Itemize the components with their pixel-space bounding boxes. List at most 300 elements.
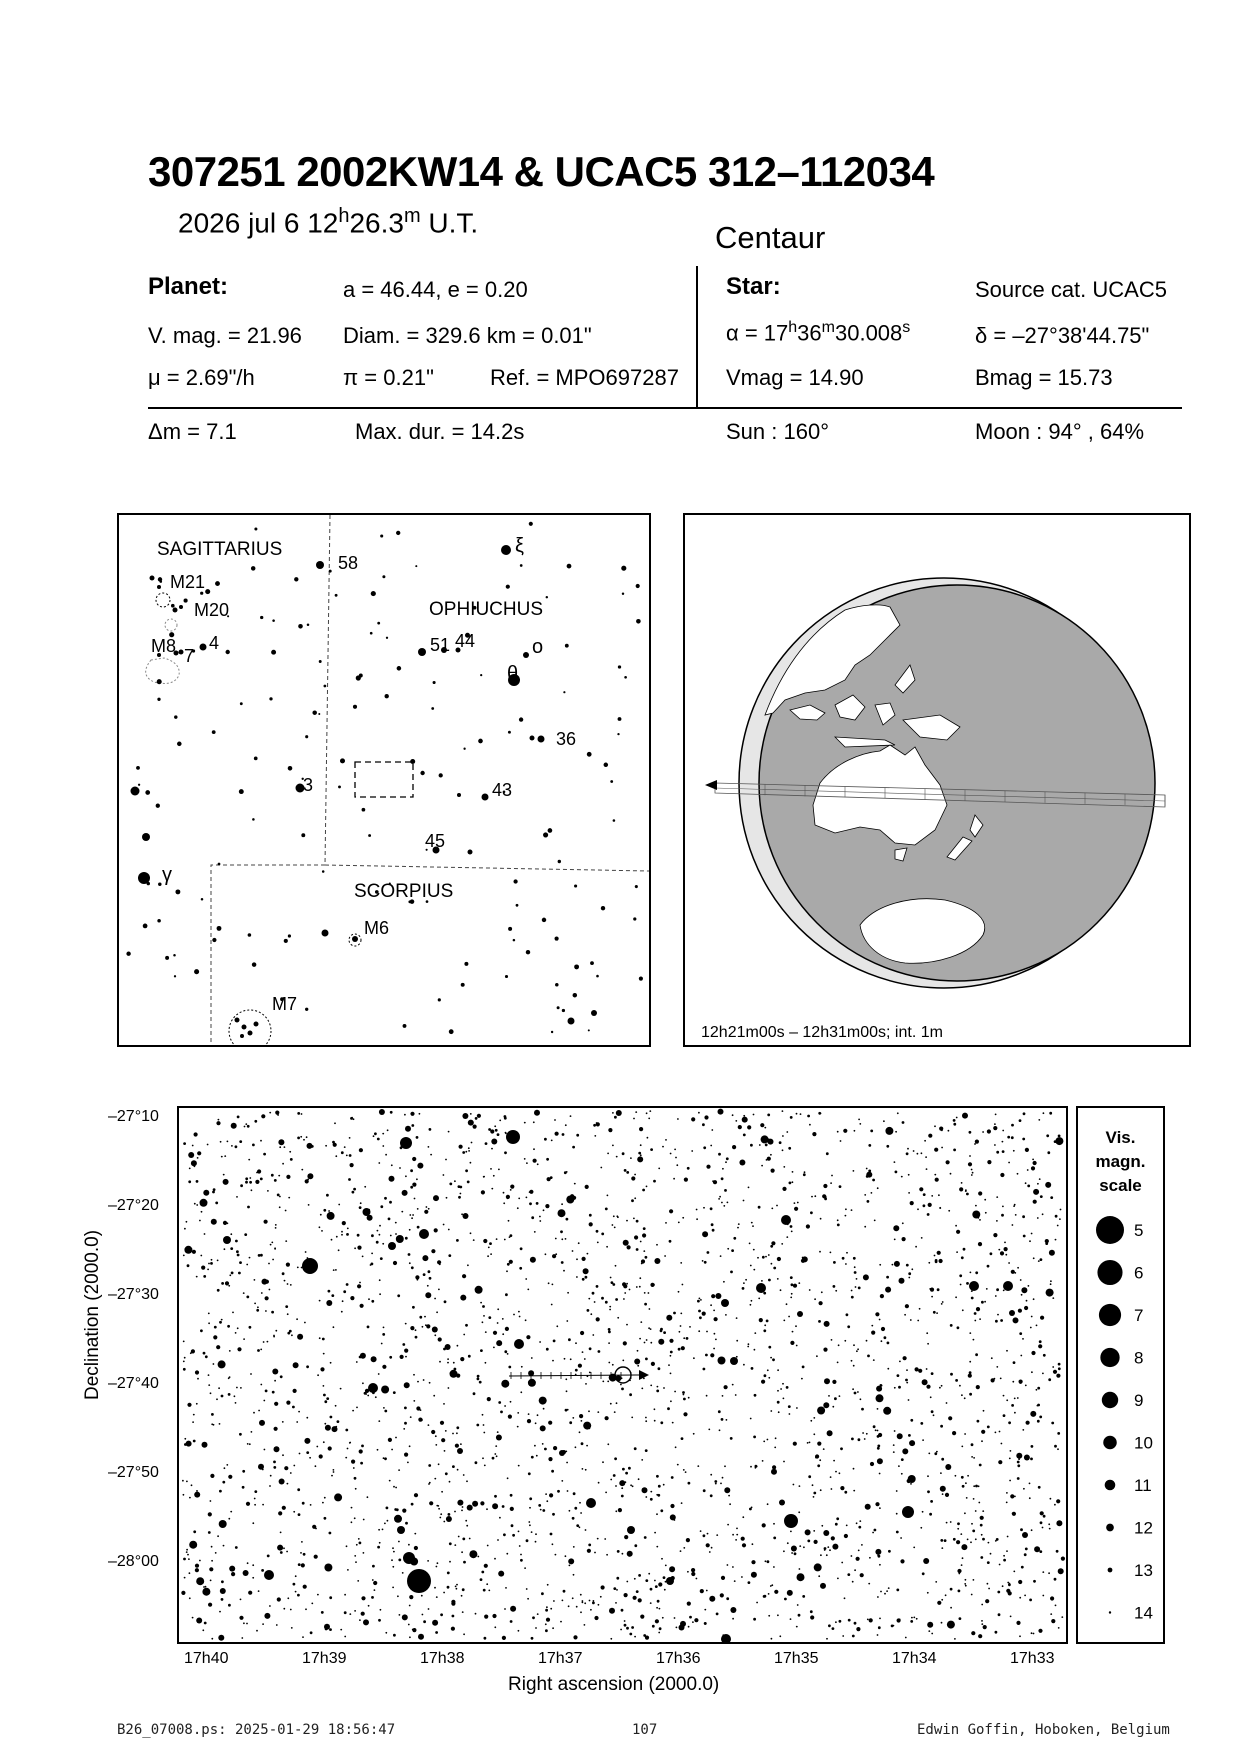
field-star <box>470 1232 472 1234</box>
field-star <box>1010 1450 1012 1452</box>
field-star <box>447 1572 450 1575</box>
field-star <box>616 1402 618 1404</box>
field-star <box>817 1464 820 1467</box>
field-star <box>973 1485 975 1487</box>
field-star <box>990 1252 993 1255</box>
field-star <box>866 1433 868 1435</box>
field-star <box>477 1114 481 1118</box>
field-star <box>696 1218 698 1220</box>
label-44: 44 <box>455 631 476 651</box>
finder-star <box>551 1031 553 1033</box>
field-star <box>854 1569 856 1571</box>
field-star <box>872 1179 875 1182</box>
field-star <box>1054 1445 1057 1448</box>
field-star <box>491 1188 493 1190</box>
field-star <box>967 1475 969 1477</box>
field-star <box>470 1551 473 1554</box>
field-star <box>377 1138 380 1141</box>
field-star <box>215 1202 218 1205</box>
field-star <box>722 1595 724 1597</box>
field-star <box>612 1224 614 1226</box>
field-star <box>211 1219 217 1225</box>
field-star <box>1038 1629 1042 1633</box>
field-star <box>971 1290 973 1292</box>
field-star <box>946 1522 948 1524</box>
field-star <box>551 1140 553 1142</box>
finder-star <box>142 833 150 841</box>
field-star <box>513 1314 515 1316</box>
field-star <box>656 1390 659 1393</box>
finder-star <box>171 604 175 608</box>
field-star <box>950 1173 952 1175</box>
field-star <box>208 1384 210 1386</box>
field-star <box>935 1581 937 1583</box>
field-star <box>1049 1528 1051 1530</box>
field-star <box>687 1167 690 1170</box>
field-star <box>398 1469 400 1471</box>
field-star <box>520 1554 522 1556</box>
field-star <box>820 1113 822 1115</box>
field-star <box>454 1368 457 1371</box>
field-star <box>871 1192 873 1194</box>
field-star <box>1003 1281 1013 1291</box>
field-star <box>821 1291 823 1293</box>
field-star <box>798 1511 800 1513</box>
field-star <box>622 1152 625 1155</box>
field-star <box>715 1339 717 1341</box>
field-star <box>809 1289 811 1291</box>
field-star <box>788 1405 791 1408</box>
field-star <box>286 1263 290 1267</box>
field-star <box>545 1629 548 1632</box>
field-star <box>461 1213 463 1215</box>
field-star <box>641 1388 643 1390</box>
field-star <box>645 1417 647 1419</box>
field-star <box>361 1612 365 1616</box>
field-star <box>402 1614 408 1620</box>
field-star <box>787 1590 793 1596</box>
legend-mag-label: 5 <box>1134 1221 1144 1240</box>
field-star <box>964 1583 966 1585</box>
field-star <box>526 1588 528 1590</box>
field-star <box>486 1508 488 1510</box>
field-star <box>708 1429 710 1431</box>
field-star <box>461 1510 463 1512</box>
field-star <box>881 1340 883 1342</box>
field-star <box>609 1306 611 1308</box>
field-star <box>232 1312 234 1314</box>
field-star <box>189 1168 191 1170</box>
field-star <box>260 1140 262 1142</box>
field-star <box>853 1468 855 1470</box>
field-star <box>881 1327 885 1331</box>
field-star <box>729 1503 731 1505</box>
field-star <box>434 1478 436 1480</box>
field-star <box>499 1120 501 1122</box>
field-star <box>192 1617 194 1619</box>
finder-star <box>621 566 626 571</box>
field-star <box>507 1197 509 1199</box>
field-star <box>879 1264 881 1266</box>
field-star <box>324 1400 327 1403</box>
field-star <box>616 1110 622 1116</box>
field-star <box>195 1564 199 1568</box>
field-star <box>770 1245 773 1248</box>
field-star <box>920 1527 922 1529</box>
field-star <box>546 1158 549 1161</box>
field-star <box>623 1298 625 1300</box>
finder-star <box>482 794 489 801</box>
finder-star <box>505 975 508 978</box>
field-star <box>242 1470 245 1473</box>
finder-star <box>248 1031 253 1036</box>
field-star <box>980 1556 983 1559</box>
field-star <box>537 1613 539 1615</box>
field-star <box>634 1447 637 1450</box>
field-star <box>463 1474 465 1476</box>
field-star <box>870 1130 873 1133</box>
field-star <box>941 1599 943 1601</box>
field-star <box>290 1284 292 1286</box>
field-star <box>817 1407 825 1415</box>
field-star <box>873 1425 876 1428</box>
field-star <box>382 1529 384 1531</box>
field-star <box>768 1593 770 1595</box>
field-star <box>587 1253 589 1255</box>
field-star <box>635 1111 637 1113</box>
field-star <box>629 1393 632 1396</box>
field-star <box>722 1477 724 1479</box>
field-star <box>797 1573 805 1581</box>
field-star <box>1003 1395 1005 1397</box>
field-star <box>425 1324 427 1326</box>
field-star <box>197 1151 201 1155</box>
field-star <box>629 1633 632 1636</box>
field-star <box>605 1416 609 1420</box>
field-star <box>1017 1267 1019 1269</box>
star-vmag: Vmag = 14.90 <box>726 365 864 390</box>
magnitude-legend <box>1076 1106 1165 1644</box>
field-star <box>186 1481 188 1483</box>
field-star <box>448 1131 450 1133</box>
field-star <box>960 1284 962 1286</box>
field-star <box>496 1455 498 1457</box>
field-star <box>971 1174 973 1176</box>
field-star <box>529 1497 532 1500</box>
field-star <box>226 1464 228 1466</box>
field-star <box>205 1586 207 1588</box>
field-star <box>662 1146 664 1148</box>
field-star <box>683 1412 687 1416</box>
label-7: 7 <box>184 646 195 666</box>
field-star <box>223 1179 229 1185</box>
field-star <box>475 1117 478 1120</box>
field-star <box>774 1590 778 1594</box>
field-star <box>784 1514 798 1528</box>
field-star <box>471 1142 473 1144</box>
field-star <box>936 1451 938 1453</box>
field-star <box>524 1567 526 1569</box>
field-star <box>221 1282 224 1285</box>
field-star <box>722 1634 724 1636</box>
field-star <box>196 1276 198 1278</box>
field-star <box>462 1538 465 1541</box>
finder-star <box>301 833 305 837</box>
field-star <box>872 1532 874 1534</box>
field-star <box>750 1304 752 1306</box>
field-star <box>447 1358 449 1360</box>
field-star <box>768 1615 770 1617</box>
field-star <box>1033 1298 1035 1300</box>
field-star <box>187 1264 190 1267</box>
field-star <box>972 1172 974 1174</box>
field-star <box>243 1292 245 1294</box>
field-star <box>793 1284 797 1288</box>
field-star <box>448 1254 451 1257</box>
finder-star <box>352 936 358 942</box>
field-star <box>184 1357 186 1359</box>
star-ra: $\alpha = 17^h36^m30.008^s$ <box>726 319 911 346</box>
field-star <box>679 1331 681 1333</box>
field-star <box>1052 1297 1054 1299</box>
field-star <box>776 1205 778 1207</box>
field-star <box>851 1360 853 1362</box>
field-star <box>937 1601 941 1605</box>
field-star <box>212 1191 215 1194</box>
field-star <box>363 1619 369 1625</box>
field-star <box>249 1443 251 1445</box>
field-star <box>593 1124 596 1127</box>
field-star <box>682 1391 685 1394</box>
field-star <box>910 1419 913 1422</box>
field-star <box>806 1224 810 1228</box>
field-star <box>718 1410 721 1413</box>
field-star <box>795 1325 797 1327</box>
field-star <box>560 1230 563 1233</box>
field-star <box>845 1215 847 1217</box>
field-star <box>995 1295 997 1297</box>
field-star <box>1017 1173 1019 1175</box>
field-star <box>414 1198 416 1200</box>
field-star <box>895 1171 898 1174</box>
field-star <box>410 1326 414 1330</box>
field-star <box>639 1277 641 1279</box>
field-star <box>413 1400 415 1402</box>
field-star <box>615 1602 617 1604</box>
label-m21: M21 <box>170 572 206 592</box>
field-star <box>460 1295 466 1301</box>
field-star <box>761 1380 765 1384</box>
field-star <box>381 1386 389 1394</box>
field-star <box>326 1300 332 1306</box>
legend-mag-label: 8 <box>1134 1348 1144 1368</box>
star-chart <box>179 1108 1066 1642</box>
finder-star <box>157 919 161 923</box>
field-star <box>879 1618 881 1620</box>
finder-star <box>157 698 160 701</box>
field-star <box>231 1572 235 1576</box>
field-star <box>715 1483 717 1485</box>
field-star <box>506 1130 520 1144</box>
field-star <box>681 1346 685 1350</box>
field-star <box>793 1484 795 1486</box>
field-star <box>343 1290 346 1293</box>
field-star <box>335 1405 337 1407</box>
field-star <box>679 1625 685 1631</box>
field-star <box>623 1341 627 1345</box>
field-star <box>983 1410 985 1412</box>
field-star <box>927 1592 929 1594</box>
label-ophiuchus: OPHIUCHUS <box>429 599 544 620</box>
field-star <box>877 1458 883 1464</box>
field-star <box>286 1551 288 1553</box>
field-star <box>391 1164 393 1166</box>
field-star <box>254 1498 256 1500</box>
field-star <box>360 1462 363 1465</box>
field-star <box>620 1384 622 1386</box>
field-star <box>196 1490 198 1492</box>
field-star <box>243 1338 245 1340</box>
field-star <box>539 1397 547 1405</box>
field-star <box>999 1564 1001 1566</box>
field-star <box>754 1349 756 1351</box>
field-star <box>853 1257 856 1260</box>
field-star <box>316 1446 318 1448</box>
field-star <box>917 1153 919 1155</box>
field-star <box>293 1389 297 1393</box>
field-star <box>839 1620 842 1623</box>
field-star <box>356 1407 358 1409</box>
field-star <box>790 1618 792 1620</box>
field-star <box>856 1350 858 1352</box>
field-star <box>546 1500 548 1502</box>
field-star <box>333 1471 335 1473</box>
field-star <box>482 1414 484 1416</box>
field-star <box>975 1538 977 1540</box>
field-star <box>480 1302 482 1304</box>
field-star <box>461 1595 463 1597</box>
field-star <box>301 1113 303 1115</box>
field-star <box>820 1554 822 1556</box>
star-bmag: Bmag = 15.73 <box>975 365 1113 390</box>
finder-star <box>610 780 613 783</box>
finder-star <box>573 993 578 998</box>
field-star <box>928 1630 930 1632</box>
field-star <box>184 1228 186 1230</box>
field-star <box>460 1193 462 1195</box>
field-star <box>183 1255 185 1257</box>
field-star <box>819 1459 821 1461</box>
field-star <box>333 1143 337 1147</box>
field-star <box>436 1311 438 1313</box>
field-star <box>368 1298 370 1300</box>
field-star <box>1024 1306 1028 1310</box>
field-star <box>993 1233 997 1237</box>
field-star <box>576 1276 578 1278</box>
field-star <box>745 1279 747 1281</box>
field-star <box>956 1251 958 1253</box>
field-star <box>917 1208 919 1210</box>
field-star <box>449 1183 452 1186</box>
field-star <box>423 1620 426 1623</box>
field-star <box>263 1341 265 1343</box>
field-star <box>905 1379 908 1382</box>
field-star <box>768 1254 770 1256</box>
field-star <box>193 1414 195 1416</box>
field-star <box>796 1626 798 1628</box>
field-star <box>1042 1595 1044 1597</box>
field-star <box>192 1421 194 1423</box>
field-star <box>531 1531 533 1533</box>
field-star <box>919 1187 923 1191</box>
field-star <box>426 1324 430 1328</box>
field-star <box>639 1127 643 1131</box>
field-star <box>820 1489 822 1491</box>
field-star <box>219 1423 221 1425</box>
field-star <box>908 1174 910 1176</box>
finder-star <box>457 793 461 797</box>
field-star <box>325 1425 331 1431</box>
field-star <box>494 1495 497 1498</box>
field-star <box>770 1154 772 1156</box>
field-star <box>726 1419 728 1421</box>
field-star <box>934 1174 936 1176</box>
field-star <box>645 1496 647 1498</box>
field-star <box>621 1487 623 1489</box>
y-axis-label-text: Declination (2000.0) <box>82 1229 103 1400</box>
field-star <box>613 1215 615 1217</box>
field-star <box>820 1583 826 1589</box>
field-star <box>957 1326 960 1329</box>
field-star <box>1054 1578 1057 1581</box>
field-star <box>1036 1389 1038 1391</box>
field-star <box>598 1482 600 1484</box>
field-star <box>814 1298 816 1300</box>
field-star <box>1021 1566 1024 1569</box>
field-star <box>456 1588 458 1590</box>
field-star <box>953 1149 956 1152</box>
field-star <box>763 1292 766 1295</box>
field-star <box>966 1193 969 1196</box>
field-star <box>235 1145 238 1148</box>
field-star <box>587 1549 591 1553</box>
field-star <box>833 1460 835 1462</box>
field-star <box>939 1207 941 1209</box>
field-star <box>930 1396 932 1398</box>
field-star <box>736 1340 738 1342</box>
field-star <box>741 1537 745 1541</box>
field-star <box>1031 1529 1033 1531</box>
field-star <box>519 1545 521 1547</box>
finder-star <box>242 1025 246 1029</box>
field-star <box>791 1283 794 1286</box>
field-star <box>925 1156 927 1158</box>
field-star <box>252 1577 254 1579</box>
field-star <box>468 1150 470 1152</box>
field-star <box>594 1135 596 1137</box>
field-star <box>224 1467 226 1469</box>
finder-star <box>530 736 535 741</box>
field-star <box>235 1546 238 1549</box>
field-star <box>1015 1214 1017 1216</box>
field-star <box>466 1525 468 1527</box>
field-star <box>537 1414 539 1416</box>
finder-star <box>431 707 434 710</box>
field-star <box>711 1223 714 1226</box>
field-star <box>710 1494 713 1497</box>
label-43: 43 <box>492 780 513 800</box>
field-star <box>483 1432 485 1434</box>
